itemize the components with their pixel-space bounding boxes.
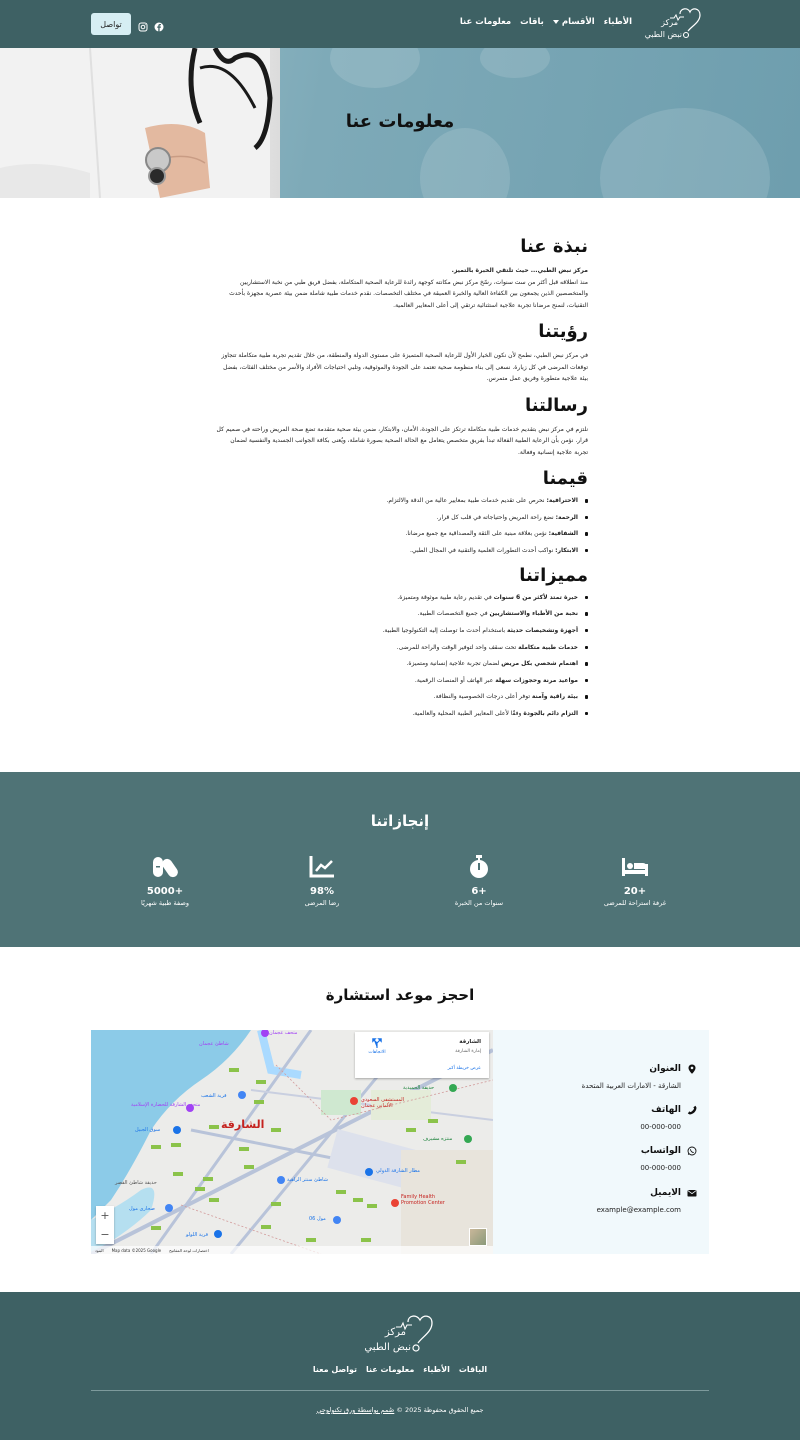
facebook-icon[interactable] — [154, 17, 164, 27]
map-place[interactable]: منتزه مشيرف — [423, 1136, 453, 1142]
google-map[interactable] — [91, 1030, 493, 1254]
values-section — [216, 468, 588, 555]
stat-value: 98% — [310, 886, 334, 897]
list-item — [216, 693, 578, 701]
mission-text: نلتزم في مركز نبض بتقديم خدمات طبية متكاملة ترتكز على الجودة، الأمان، والابتكار، ضمن بيئة صحية متقدمة تضع صحة المريض وراحته في صميم كل قرار. نؤمن بأن الرعاية الطبية الفعالة تبدأ بفريق متخصص يتعامل مع الحالة الصحية بصورة شاملة، ويُعنى بكافة الجوانب الجسدية والنفسية لضمان تجربة علاجية إنسانية وفعالة. — [216, 425, 588, 456]
stat-label: غرفة استراحة للمرضى — [603, 899, 667, 907]
stat-value: 20+ — [623, 886, 647, 897]
svg-text:نبض الطبي: نبض الطبي — [644, 30, 682, 39]
keyboard-shortcuts-link[interactable]: اختصارات لوحة المفاتيح — [169, 1247, 209, 1253]
instagram-icon[interactable] — [138, 17, 148, 27]
contact-value[interactable]: 00-000-000 — [640, 1164, 681, 1172]
svg-text:مركز: مركز — [384, 1327, 406, 1338]
list-item-text: تحت سقف واحد لتوفير الوقت والراحة للمرضى. — [396, 643, 519, 651]
map-place[interactable]: حديقة شاطئ القصر — [115, 1180, 157, 1186]
phone-icon — [687, 1105, 697, 1115]
nav-doctors[interactable]: الأطباء — [603, 17, 632, 27]
map-place[interactable]: حديقة الحميدية — [403, 1085, 435, 1091]
svg-text:نبض الطبي: نبض الطبي — [364, 1342, 411, 1353]
list-item-text: لضمان تجربة علاجية إنسانية ومتميزة. — [406, 660, 502, 668]
about-content — [216, 236, 588, 728]
social-links — [138, 17, 164, 27]
contact-phone — [507, 1105, 697, 1131]
map-place[interactable]: متحف الشارقة للحضارة الإسلامية — [131, 1102, 201, 1108]
features-title: مميزاتنا — [519, 564, 588, 586]
list-item-text: نؤمن بعلاقة مبنية على الثقة والمصداقية مع جميع مرضانا. — [405, 530, 549, 538]
map-place[interactable]: قرية الشعب — [201, 1093, 227, 1099]
list-item-bold: مواعيد مرنة وحجوزات سهلة — [495, 676, 578, 684]
about-lead: مركز نبض الطبي... حيث تلتقي الخبرة بالتميز. — [451, 267, 588, 274]
pills-icon — [151, 854, 179, 880]
zoom-out-button[interactable]: − — [100, 1228, 110, 1241]
list-item — [216, 530, 578, 538]
page-title: معلومات عنا — [345, 111, 455, 132]
list-item — [216, 677, 578, 685]
list-item-bold: اهتمام شخصي بكل مريض — [501, 660, 578, 668]
list-item-text: عبر الهاتف أو المنصات الرقمية. — [414, 676, 496, 684]
nav-departments-label: الأقسام — [561, 17, 595, 27]
list-item-bold: بيئة راقية وآمنة — [531, 693, 578, 701]
footer-nav — [0, 1365, 800, 1374]
map-place[interactable]: المستشفى السعودي الألماني عجمان — [361, 1097, 405, 1109]
list-item-bold: الابتكار: — [555, 546, 578, 554]
list-item-text: في تقديم رعاية طبية موثوقة ومتميزة. — [397, 593, 494, 601]
list-item-bold: خدمات طبية متكاملة — [518, 643, 578, 651]
map-info-card — [355, 1032, 489, 1078]
map-zoom-controls — [96, 1206, 114, 1244]
caret-down-icon — [553, 20, 559, 24]
nav-about[interactable]: معلومات عنا — [459, 17, 512, 27]
footer-link-doctors[interactable]: الأطباء — [423, 1365, 450, 1374]
contact-label: الهاتف — [651, 1105, 681, 1115]
list-item-bold: الشفافية: — [548, 530, 578, 538]
map-city-label: الشارقة — [221, 1118, 265, 1131]
directions-icon — [372, 1038, 382, 1048]
logo[interactable] — [642, 6, 704, 42]
stat-experience — [419, 854, 539, 907]
about-title: نبذة عنا — [520, 236, 588, 257]
nav-departments[interactable] — [553, 17, 595, 27]
stat-value: 6+ — [471, 886, 487, 897]
vision-title: رؤيتنا — [538, 321, 588, 342]
list-item-bold: التزام دائم بالجودة — [523, 709, 578, 717]
footer-logo[interactable] — [364, 1312, 436, 1356]
features-list — [216, 594, 588, 718]
map-place[interactable]: Family Health Promotion Center — [401, 1194, 445, 1206]
map-attribution — [91, 1246, 493, 1254]
copyright — [0, 1406, 800, 1414]
contact-label: الواتساب — [640, 1146, 681, 1156]
list-item-text: نواكب أحدث التطورات العلمية والتقنية في المجال الطبي. — [410, 546, 556, 554]
heart-logo-icon — [642, 6, 704, 42]
list-item-bold: نخبة من الأطباء والاستشاريين — [489, 610, 578, 618]
footer-divider — [91, 1390, 709, 1391]
values-list — [216, 497, 588, 555]
contact-button[interactable]: تواصل — [91, 13, 131, 35]
envelope-icon — [687, 1188, 697, 1198]
contact-email — [507, 1188, 697, 1214]
stat-rooms — [575, 854, 695, 907]
contact-info — [493, 1030, 709, 1254]
stat-satisfaction — [262, 854, 382, 907]
about-text: منذ انطلاقه قبل أكثر من ست سنوات، رسّخ مركز نبض مكانته كوجهة رائدة للرعاية الصحية المتكاملة، بفضل فريق طبي من نخبة الاستشاريين والمتخصصين الذين يجمعون بين الكفاءة العالية والخبرة العميقة في مختلف التخصصات. نقدم خدمات طبية شاملة ضمن بيئة عصرية مجهزة بأحدث التقنيات، لنمنح مرضانا تجربة علاجية استثنائية ترتقي إلى أعلى المعايير العالمية. — [229, 278, 588, 309]
stopwatch-icon — [465, 854, 493, 880]
map-card-title: الشارقة — [459, 1039, 481, 1045]
contact-value: الشارقة - الامارات العربية المتحدة — [581, 1082, 681, 1090]
map-terms-link[interactable]: البنود — [95, 1247, 104, 1253]
satellite-toggle[interactable] — [469, 1228, 487, 1246]
list-item — [216, 594, 578, 602]
directions-button[interactable] — [363, 1038, 391, 1055]
contact-label: العنوان — [649, 1064, 681, 1074]
values-title: قيمنا — [542, 468, 588, 489]
directions-label: الاتجاهات — [368, 1050, 386, 1055]
list-item-text: نضع راحة المريض واحتياجاته في قلب كل قرار. — [436, 513, 556, 521]
chart-line-icon — [308, 854, 336, 880]
map-place[interactable]: صحارى مول — [129, 1206, 155, 1212]
list-item — [216, 627, 578, 635]
list-item-text: في جميع التخصصات الطبية. — [417, 610, 490, 618]
svg-text:مركز: مركز — [661, 18, 678, 27]
list-item — [216, 710, 578, 718]
map-card-subtitle: إمارة الشارقة — [455, 1049, 481, 1054]
list-item — [216, 660, 578, 668]
stat-value: 5000+ — [146, 886, 184, 897]
list-item-text: وفقًا لأعلى المعايير الطبية المحلية والعالمية. — [412, 709, 524, 717]
map-marker-icon — [687, 1064, 697, 1074]
contact-label: الايميل — [650, 1188, 681, 1198]
map-data-text: Map data ©2025 Google — [111, 1247, 162, 1253]
stat-label: سنوات من الخبرة — [454, 899, 504, 907]
nav-packages[interactable]: باقات — [520, 17, 544, 27]
vision-section — [216, 321, 588, 385]
map-place[interactable]: شاطئ سنتر الراهية — [287, 1177, 328, 1183]
achievements-section — [0, 772, 800, 947]
list-item — [216, 497, 578, 505]
map-place[interactable]: شاطئ عجمان — [199, 1041, 229, 1047]
vision-text: في مركز نبض الطبي، نطمح لأن نكون الخيار الأول للرعاية الصحية المتميزة على مستوى الدولة والمنطقة، من خلال تقديم تجربة طبية متكاملة تتجاوز توقعات المرضى في كل زيارة. نسعى إلى بناء منظومة صحية تعتمد على الجودة والموثوقية، وتلبي احتياجات الأفراد والأسر من مختلف الفئات، بفضل بيئة علاجية متطورة وفريق عمل متمرس. — [221, 352, 588, 382]
list-item-text: توفر أعلى درجات الخصوصية والنظافة. — [433, 693, 532, 701]
stat-prescriptions — [105, 854, 225, 907]
list-item — [216, 610, 578, 618]
footer-link-about[interactable]: معلومات عنا — [366, 1365, 415, 1374]
list-item — [216, 547, 578, 555]
list-item — [216, 514, 578, 522]
contact-address — [507, 1064, 697, 1090]
contact-value[interactable]: example@example.com — [596, 1206, 681, 1214]
credit-link[interactable]: صُمم بواسطة ورق تكنولوجي — [316, 1406, 395, 1414]
map-place[interactable]: مول 06 — [309, 1216, 326, 1222]
footer-link-contact[interactable]: تواصل معنا — [312, 1365, 357, 1374]
hero-banner — [0, 48, 800, 198]
footer-link-packages[interactable]: الباقات — [458, 1365, 488, 1374]
whatsapp-icon — [687, 1146, 697, 1156]
main-nav — [460, 17, 632, 27]
booking-title: احجز موعد استشارة — [325, 986, 475, 1004]
list-item-bold: الاحترافية: — [546, 497, 578, 504]
list-item-bold: أجهزة وتشخيصات حديثة — [507, 626, 578, 634]
map-place[interactable]: قرية اللولو — [186, 1232, 209, 1238]
list-item-text: نحرص على تقديم خدمات طبية بمعايير عالية من الدقة والالتزام. — [386, 497, 547, 504]
mission-title: رسالتنا — [524, 394, 588, 416]
map-place[interactable]: مطار الشارقة الدولي — [376, 1168, 420, 1174]
list-item-bold: الرحمة: — [555, 513, 578, 521]
stat-label: رضا المرضى — [304, 899, 340, 907]
view-larger-map-link[interactable]: عرض خريطة أكبر — [447, 1066, 481, 1071]
heart-logo-icon — [364, 1312, 436, 1356]
stat-label: وصفة طبية شهريًا — [141, 899, 189, 907]
mission-section — [216, 395, 588, 459]
site-footer — [0, 1292, 800, 1440]
list-item-bold: خبرة تمتد لأكثر من 6 سنوات — [493, 593, 578, 601]
contact-whatsapp — [507, 1146, 697, 1172]
zoom-in-button[interactable]: + — [100, 1209, 110, 1222]
about-section — [216, 236, 588, 311]
contact-value[interactable]: 00-000-000 — [640, 1123, 681, 1131]
bed-icon — [621, 854, 649, 880]
map-place[interactable]: متحف عجمان — [269, 1030, 298, 1036]
map-place[interactable]: سوق الجبيل — [135, 1127, 161, 1133]
achievements-title: إنجازاتنا — [370, 812, 430, 830]
list-item — [216, 644, 578, 652]
site-header — [0, 0, 800, 48]
copyright-text: جميع الحقوق محفوظة 2025 © — [396, 1406, 484, 1414]
features-section — [216, 565, 588, 718]
list-item-text: باستخدام أحدث ما توصلت إليه التكنولوجيا الطبية. — [382, 626, 508, 634]
